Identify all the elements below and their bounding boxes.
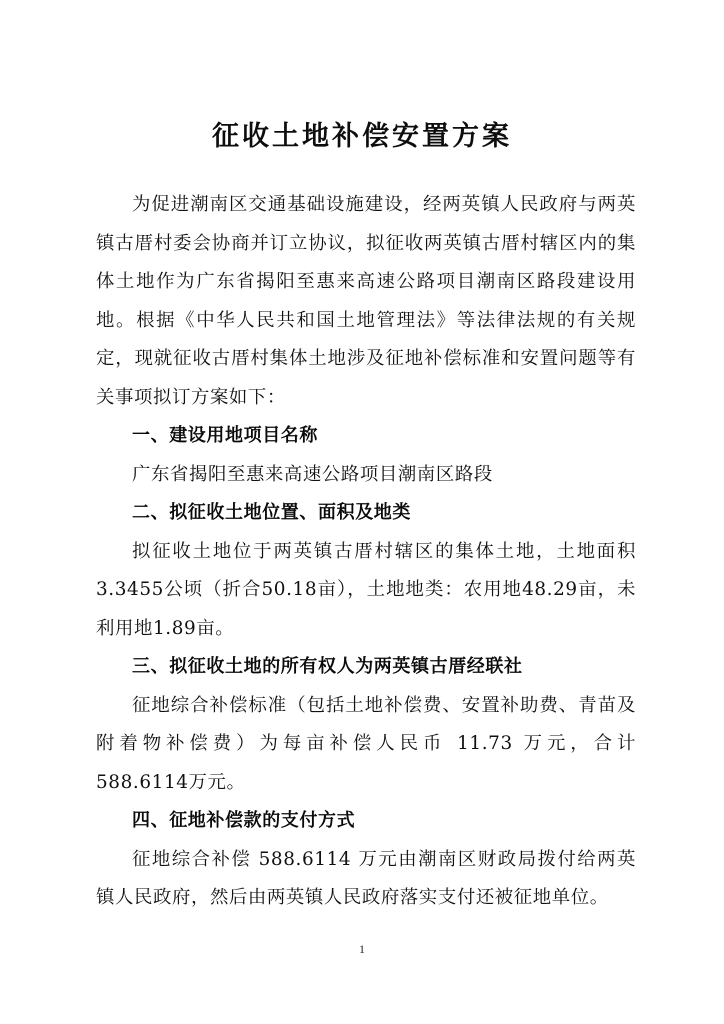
document-body [96, 186, 636, 918]
section-2-text: 拟征收土地位于两英镇古厝村辖区的集体土地，土地面积3.3455公顷（折合50.18亩），土地地类：农用地48.29亩，未利用地1.89亩。 [96, 540, 636, 639]
section-1-heading: 一、建设用地项目名称 [132, 425, 318, 446]
section-2-heading: 二、拟征收土地位置、面积及地类 [132, 502, 411, 523]
section-3-text: 征地综合补偿标准（包括土地补偿费、安置补助费、青苗及附着物补偿费）为每亩补偿人民币 11.73 万元，合计588.6114万元。 [96, 694, 636, 793]
section-4-text: 征地综合补偿 588.6114 万元由潮南区财政局拨付给两英镇人民政府，然后由两英镇人民政府落实支付还被征地单位。 [96, 848, 636, 908]
section-1-text: 广东省揭阳至惠来高速公路项目潮南区路段 [132, 463, 493, 485]
page-number: 1 [359, 942, 365, 956]
section-3-heading: 三、拟征收土地的所有权人为两英镇古厝经联社 [132, 656, 523, 677]
page-title: 征收土地补偿安置方案 [212, 121, 512, 152]
intro-paragraph: 为促进潮南区交通基础设施建设，经两英镇人民政府与两英镇古厝村委会协商并订立协议，拟征收两英镇古厝村辖区内的集体土地作为广东省揭阳至惠来高速公路项目潮南区路段建设用地。根据《中华人民共和国土地管理法》等法律法规的有关规定，现就征收古厝村集体土地涉及征地补偿标准和安置问题等有关事项拟订方案如下： [96, 194, 636, 408]
section-4-heading: 四、征地补偿款的支付方式 [132, 810, 356, 831]
